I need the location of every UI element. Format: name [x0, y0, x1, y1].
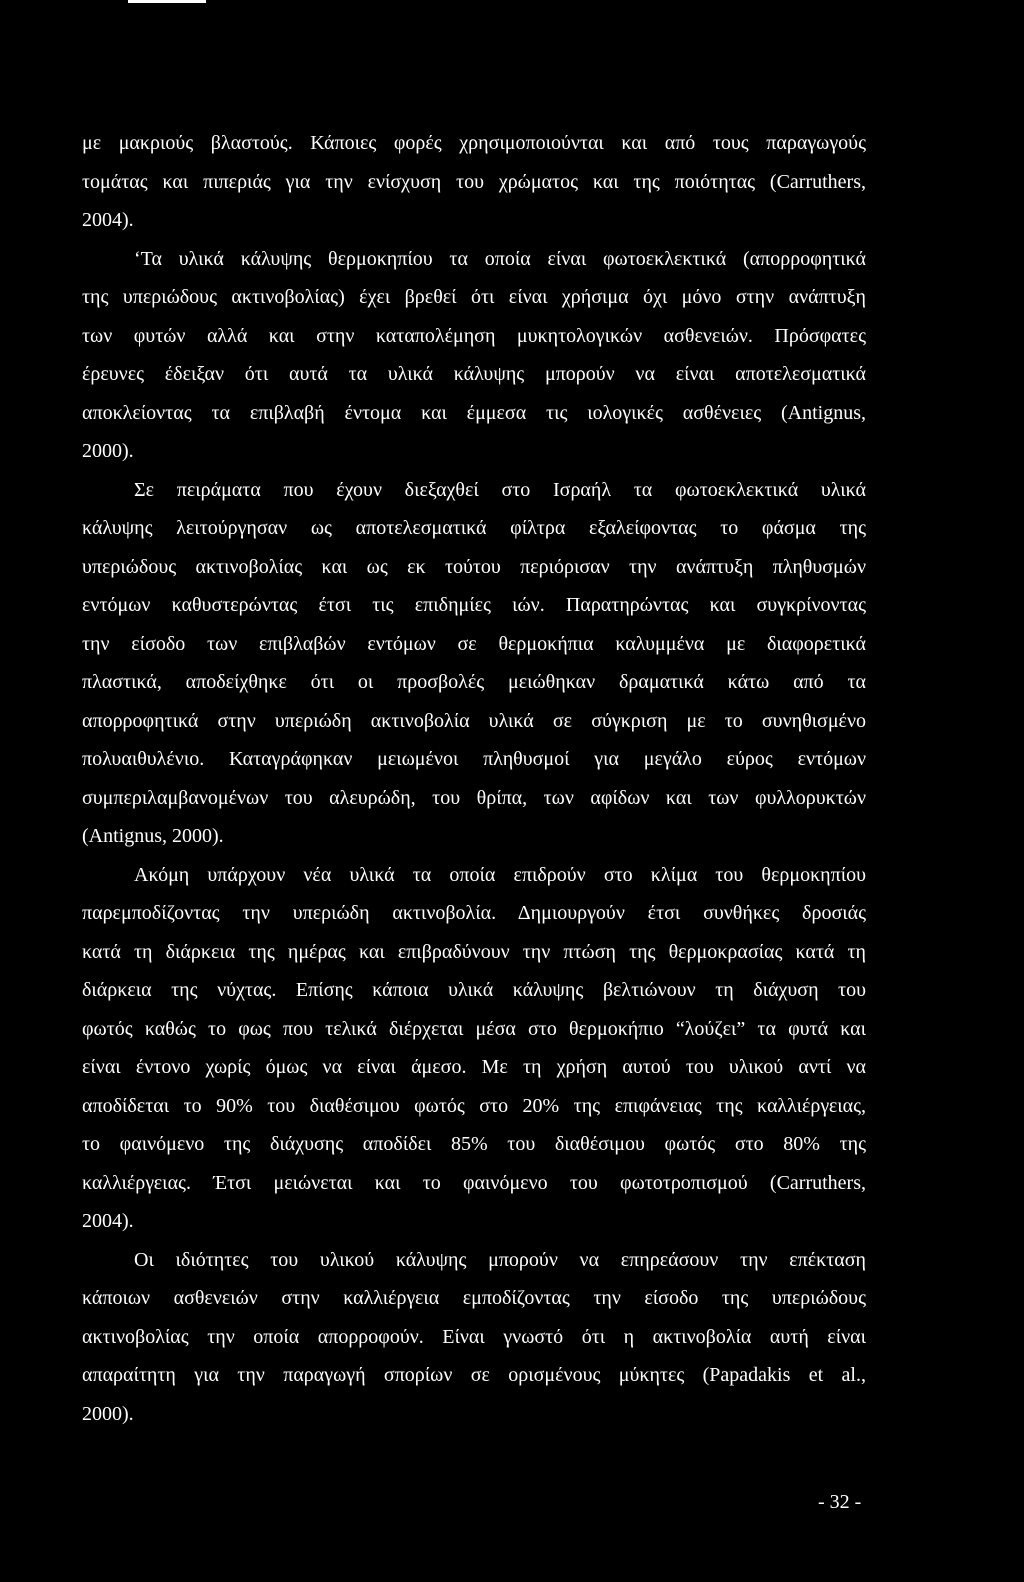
text-line: απορροφητικά στην υπεριώδη ακτινοβολία υλικά σε σύγκριση με το συνηθισμένο — [82, 709, 866, 732]
text-line: πολυαιθυλένιο. Καταγράφηκαν μειωμένοι πληθυσμοί για μεγάλο εύρος εντόμων — [82, 748, 866, 770]
text-line: 2000). — [82, 1402, 134, 1425]
text-line: συμπεριλαμβανομένων του αλευρώδη, του θρίπα, των αφίδων και των φυλλορυκτών — [82, 786, 866, 809]
text-line: διάρκεια της νύχτας. Επίσης κάποια υλικά κάλυψης βελτιώνουν τη διάχυση του — [82, 979, 866, 1001]
text-line: κάλυψης λειτούργησαν ως αποτελεσματικά φίλτρα εξαλείφοντας το φάσμα της — [82, 517, 866, 539]
text-line: πλαστικά, αποδείχθηκε ότι οι προσβολές μειώθηκαν δραματικά κάτω από τα — [82, 671, 866, 693]
text-line: είναι έντονο χωρίς όμως να είναι άμεσο. Με τη χρήση αυτού του υλικού αντί να — [82, 1056, 866, 1078]
text-line: Σε πειράματα που έχουν διεξαχθεί στο Ισραήλ τα φωτοεκλεκτικά υλικά — [134, 478, 866, 501]
text-line: των φυτών αλλά και στην καταπολέμηση μυκητολογικών ασθενειών. Πρόσφατες — [82, 324, 866, 347]
text-line: Οι ιδιότητες του υλικού κάλυψης μπορούν να επηρεάσουν την επέκταση — [134, 1248, 866, 1271]
text-line: φωτός καθώς το φως που τελικά διέρχεται μέσα στο θερμοκήπιο “λούζει” τα φυτά και — [82, 1017, 866, 1040]
text-line: απαραίτητη για την παραγωγή σπορίων σε ορισμένους μύκητες (Papadakis et al., — [82, 1364, 866, 1386]
text-line: εντόμων καθυστερώντας έτσι τις επιδημίες ιών. Παρατηρώντας και συγκρίνοντας — [82, 594, 866, 616]
text-line: έρευνες έδειξαν ότι αυτά τα υλικά κάλυψης μπορούν να είναι αποτελεσματικά — [82, 363, 866, 385]
text-line: παρεμποδίζοντας την υπεριώδη ακτινοβολία. Δημιουργούν έτσι συνθήκες δροσιάς — [82, 902, 866, 924]
text-line: καλλιέργειας. Έτσι μειώνεται και το φαινόμενο του φωτοτροπισμού (Carruthers, — [82, 1171, 866, 1194]
text-line: 2004). — [82, 1210, 134, 1232]
text-line: υπεριώδους ακτινοβολίας και ως εκ τούτου περιόρισαν την ανάπτυξη πληθυσμών — [82, 555, 866, 578]
text-line: με μακριούς βλαστούς. Κάποιες φορές χρησιμοποιούνται και από τους παραγωγούς — [82, 132, 866, 154]
top-rule — [128, 0, 206, 3]
text-line: ακτινοβολίας την οποία απορροφούν. Είναι γνωστό ότι η ακτινοβολία αυτή είναι — [82, 1325, 866, 1348]
text-line: αποδίδεται το 90% του διαθέσιμου φωτός στο 20% της επιφάνειας της καλλιέργειας, — [82, 1094, 866, 1117]
text-line: κάποιων ασθενειών στην καλλιέργεια εμποδίζοντας την είσοδο της υπεριώδους — [82, 1287, 866, 1309]
page-number: - 32 - — [818, 1491, 862, 1513]
text-line: τομάτας και πιπεριάς για την ενίσχυση του χρώματος και της ποιότητας (Carruthers, — [82, 170, 866, 193]
text-line: 2004). — [82, 209, 134, 231]
text-line: ‘Τα υλικά κάλυψης θερμοκηπίου τα οποία είναι φωτοεκλεκτικά (απορροφητικά — [134, 247, 866, 270]
text-line: της υπεριώδους ακτινοβολίας) έχει βρεθεί ότι είναι χρήσιμα όχι μόνο στην ανάπτυξη — [82, 286, 866, 308]
text-line: κατά τη διάρκεια της ημέρας και επιβραδύνουν την πτώση της θερμοκρασίας κατά τη — [82, 940, 866, 963]
body-text — [82, 124, 866, 1433]
text-line: (Antignus, 2000). — [82, 825, 224, 847]
text-line: 2000). — [82, 440, 134, 462]
text-line: την είσοδο των επιβλαβών εντόμων σε θερμοκήπια καλυμμένα με διαφορετικά — [82, 632, 866, 655]
text-line: Ακόμη υπάρχουν νέα υλικά τα οποία επιδρούν στο κλίμα του θερμοκηπίου — [134, 863, 866, 886]
text-line: αποκλείοντας τα επιβλαβή έντομα και έμμεσα τις ιολογικές ασθένειες (Antignus, — [82, 401, 866, 424]
text-line: το φαινόμενο της διάχυσης αποδίδει 85% του διαθέσιμου φωτός στο 80% της — [82, 1133, 866, 1155]
